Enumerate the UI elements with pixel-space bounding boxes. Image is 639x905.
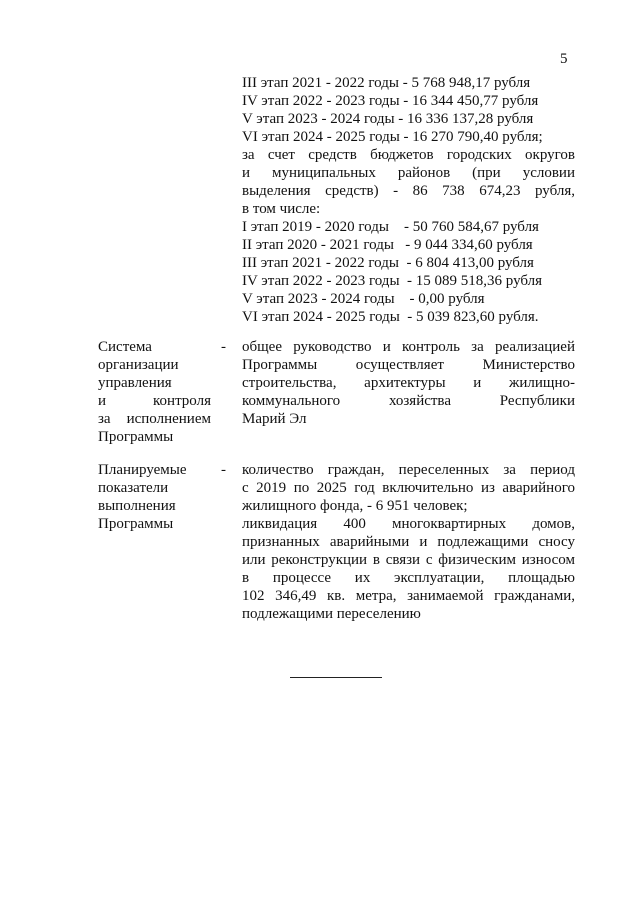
municipal-stage-line: V этап 2023 - 2024 годы - 0,00 рубля [242, 291, 485, 307]
municipal-stage-line: II этап 2020 - 2021 годы - 9 044 334,60 рубля [242, 237, 533, 253]
municipal-funding-text: и муниципальных районов (при условии [242, 165, 575, 181]
municipal-funding-text: выделения средств) - 86 738 674,23 рубля, [242, 183, 575, 199]
municipal-stage-line: I этап 2019 - 2020 годы - 50 760 584,67 рубля [242, 219, 539, 235]
indicators-dash: - [221, 462, 226, 478]
management-text: общее руководство и контроль за реализацией Программы осуществляет Министерство строительства, архитектуры и жилищно- коммунального хозяйства Республики Марий Эл [242, 339, 575, 427]
indicators-label: Планируемые показатели выполнения Программы [98, 462, 187, 532]
municipal-stage-line: VI этап 2024 - 2025 годы - 5 039 823,60 рубля. [242, 309, 539, 325]
federal-stage-line: IV этап 2022 - 2023 годы - 16 344 450,77 рубля [242, 93, 539, 109]
federal-stage-line: VI этап 2024 - 2025 годы - 16 270 790,40 рубля; [242, 129, 543, 145]
municipal-stage-line: IV этап 2022 - 2023 годы - 15 089 518,36 рубля [242, 273, 543, 289]
financing-block [242, 74, 575, 326]
indicators-text: количество граждан, переселенных за период с 2019 по 2025 год включительно из аварийного жилищного фонда, - 6 951 человек; ликвидация 400 многоквартирных домов, признанных аварийными и подлежащими сносу или реконструкции в связи с физическим износом в процессе их эксплуатации, площадью 102 346,49 кв. метра, занимаемой гражданами, подлежащими переселению [242, 462, 575, 622]
federal-stage-line: V этап 2023 - 2024 годы - 16 336 137,28 рубля [242, 111, 534, 127]
federal-stage-line: III этап 2021 - 2022 годы - 5 768 948,17 рубля [242, 75, 531, 91]
management-dash: - [221, 339, 226, 355]
including-label: в том числе: [242, 201, 321, 217]
management-label: Система организации управления и контроля за исполнением Программы [98, 339, 211, 445]
closing-divider [290, 677, 382, 678]
municipal-funding-text: за счет средств бюджетов городских округов [242, 147, 575, 163]
page-number: 5 [560, 51, 568, 67]
municipal-stage-line: III этап 2021 - 2022 годы - 6 804 413,00 рубля [242, 255, 534, 271]
